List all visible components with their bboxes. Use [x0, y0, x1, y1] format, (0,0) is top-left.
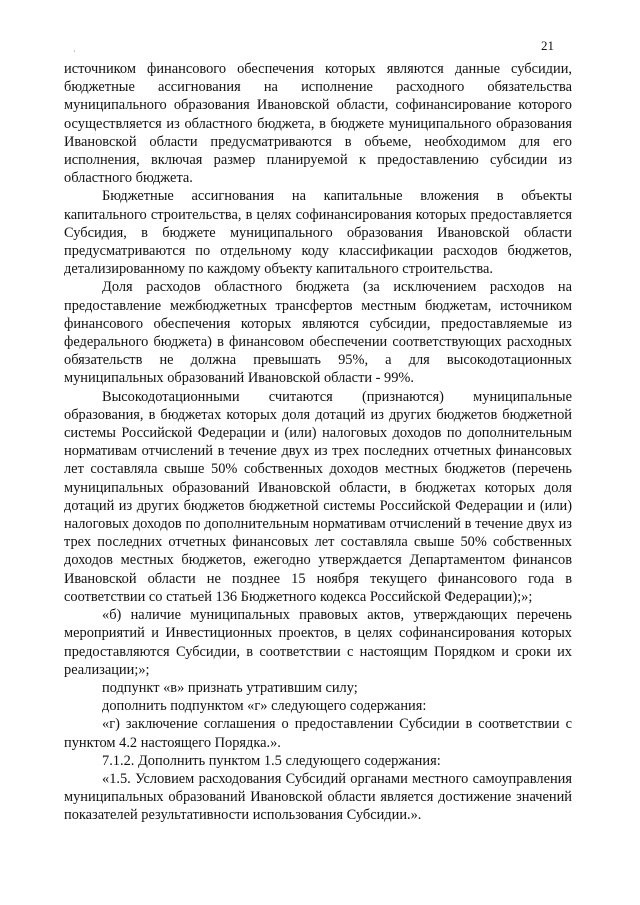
body-text	[64, 60, 572, 825]
paragraph-continuation: источником финансового обеспечения которых являются данные субсидии, бюджетные ассигнования на исполнение расходного обязательства муниципального образования Ивановской области, софинансирование которого осуществляется из областного бюджета, в бюджете муниципального образования Ивановской области предусматриваются в объеме, необходимом для его исполнения, включая размер планируемой к предоставлению субсидии из областного бюджета.	[64, 61, 572, 187]
paragraph-add-subitem-g: дополнить подпунктом «г» следующего содержания:	[102, 698, 427, 715]
paragraph-subitem-v-void: подпункт «в» признать утратившим силу;	[102, 679, 358, 696]
scan-mark: ·	[73, 47, 76, 56]
paragraph-clause-7-1-2: 7.1.2. Дополнить пунктом 1.5 следующего содержания:	[102, 752, 441, 769]
paragraph-subitem-g: «г) заключение соглашения о предоставлении Субсидии в соответствии с пунктом 4.2 настоящего Порядка.».	[64, 716, 572, 751]
paragraph-capital-investments: Бюджетные ассигнования на капитальные вложения в объекты капитального строительства, в целях софинансирования которых предоставляется Субсидия, в бюджете муниципального образования Ивановской области предусматриваются по отдельному коду классификации расходов бюджетов, детализированному по каждому объекту капитального строительства.	[64, 188, 572, 278]
paragraph-budget-share: Доля расходов областного бюджета (за исключением расходов на предоставление межбюджетных трансфертов местным бюджетам, источником финансового обеспечения которых являются субсидии, предоставляемые из федерального бюджета) в финансовом обеспечении соответствующих расходных обязательств не должна превышать 95%, а для высокодотационных муниципальных образований Ивановской области - 99%.	[64, 279, 572, 387]
paragraph-high-subsidy-definition: Высокодотационными считаются (признаются) муниципальные образования, в бюджетах которых доля дотаций из других бюджетов бюджетной системы Российской Федерации и (или) налоговых доходов по дополнительным нормативам отчислений в течение двух из трех последних отчетных финансовых лет составляла свыше 50% собственных доходов местных бюджетов (перечень муниципальных образований Ивановской области, в бюджетах которых доля дотаций из других бюджетов бюджетной системы Российской Федерации и (или) налоговых доходов по дополнительным нормативам отчислений в течение двух из трех последних отчетных финансовых лет составляла свыше 50% собственных доходов местных бюджетов, ежегодно утверждается Департаментом финансов Ивановской области не позднее 15 ноября текущего финансового года в соответствии со статьей 136 Бюджетного кодекса Российской Федерации);»;	[64, 388, 572, 605]
page-number: 21	[541, 38, 554, 53]
paragraph-subitem-b: «б) наличие муниципальных правовых актов, утверждающих перечень мероприятий и Инвестиционных проектов, в целях софинансирования которых предоставляются Субсидии, в соответствии с настоящим Порядком и сроки их реализации;»;	[64, 607, 572, 678]
paragraph-clause-1-5: «1.5. Условием расходования Субсидий органами местного самоуправления муниципальных образований Ивановской области является достижение значений показателей результативности использования Субсидии.».	[64, 770, 572, 824]
